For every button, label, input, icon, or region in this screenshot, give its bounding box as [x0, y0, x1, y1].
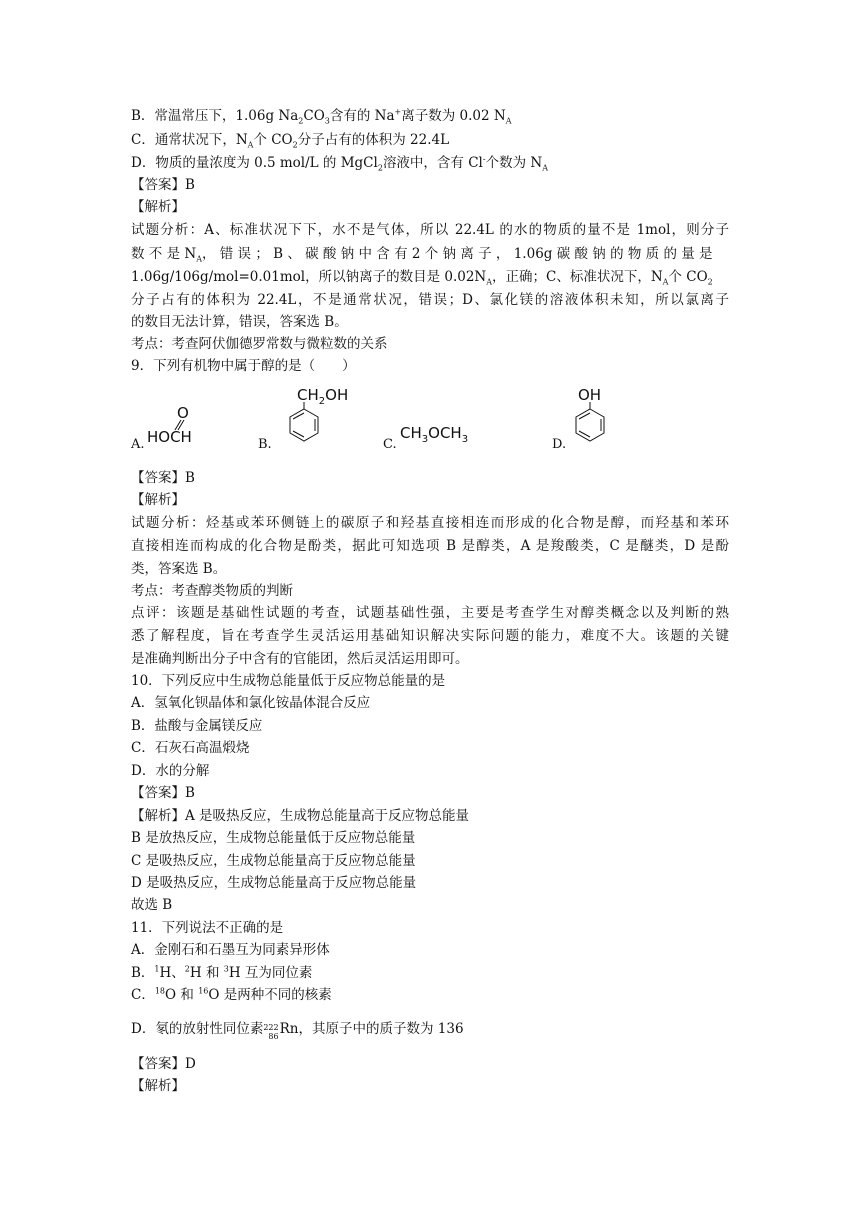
q9-analysis-line: 直接相连而构成的化合物是酚类，据此可知选项 B 是醇类，A 是羧酸类，C 是醚类，D 是酚	[131, 538, 729, 554]
q11-option-b: B．$^1$H、$^2$H 和 $^3$H 互为同位素	[131, 964, 313, 981]
q9-comment-line: 点评：该题是基础性试题的考查，试题基础性强，主要是考查学生对醇类概念以及判断的熟	[131, 605, 729, 621]
q9-option-d-label: D.	[552, 437, 567, 452]
q9-option-b-label: B.	[258, 437, 272, 452]
q10-analysis-line: 故选 B	[131, 897, 173, 913]
q10-option-b: B．盐酸与金属镁反应	[131, 718, 263, 734]
q8-option-b: B．常温常压下，1.06g $Na_2CO_3$含有的 Na+离子数为 0.02 $N_A$	[131, 107, 512, 126]
q9-point: 考点：考查醇类物质的判断	[131, 583, 293, 599]
q8-point: 考点：考查阿伏伽德罗常数与微粒数的关系	[131, 336, 388, 352]
q8-analysis-line: 数 不 是 $N_A$， 错 误 ； B 、 碳 酸 钠 中 含 有 2 个 钠 离 子 ， 1.06g 碳 酸 钠 的 物 质 的 量 是	[131, 246, 713, 264]
q9-option-b-benzene-ring	[284, 402, 324, 442]
q8-analysis-label: 【解析】	[131, 199, 185, 215]
q10-option-c: C．石灰石高温煅烧	[131, 740, 250, 756]
q9-answer: 【答案】B	[131, 470, 195, 486]
q10-analysis-line: C 是吸热反应，生成物总能量高于反应物总能量	[131, 853, 416, 869]
q10-analysis-line: 【解析】A 是吸热反应，生成物总能量高于反应物总能量	[131, 808, 470, 824]
q8-analysis-line: 的数目无法计算，错误，答案选 B。	[131, 314, 348, 330]
q10-answer: 【答案】B	[131, 785, 195, 801]
q9-analysis-label: 【解析】	[131, 492, 185, 508]
q9-option-c-label: C.	[383, 437, 397, 452]
q10-analysis-line: B 是放热反应，生成物总能量低于反应物总能量	[131, 830, 416, 846]
q9-comment-line: 悉了解程度，旨在考查学生灵活运用基础知识解决实际问题的能力，难度不大。该题的关键	[131, 628, 729, 644]
q11-analysis-label: 【解析】	[131, 1078, 185, 1094]
q9-option-d-formula: OH	[578, 386, 602, 404]
q9-analysis-line: 类，答案选 B。	[131, 561, 227, 577]
q9-option-c-formula: $CH_3OCH_3$	[400, 424, 469, 445]
q9-stem: 9．下列有机物中属于醇的是（ ）	[131, 358, 356, 374]
q11-option-c: C．$^{18}$O 和 $^{16}$O 是两种不同的核素	[131, 986, 332, 1003]
q8-option-d: D．物质的量浓度为 0.5 mol/L 的 MgCl$_2$溶液中，含有 Cl-个数为 $N_A$	[131, 154, 548, 173]
q8-analysis-line: 试题分析：A、标准状况下下，水不是气体，所以 22.4L 的水的物质的量不是 1mol，则分子	[131, 222, 729, 238]
q11-answer: 【答案】D	[131, 1056, 196, 1072]
q11-option-d: D．氡的放射性同位素 222 86 Rn，其原子中的质子数为 136	[131, 1021, 464, 1041]
q10-stem: 10．下列反应中生成物总能量低于反应物总能量的是	[131, 673, 446, 689]
q9-option-a-formula: HOCH	[147, 428, 192, 446]
q8-analysis-line: 1.06g/106g/mol=0.01mol，所以钠离子的数目是 $0.02N_A$，正确；C、标准状况下，$N_A$个 $CO_2$	[131, 269, 713, 287]
q9-option-b-formula: $CH_2OH$	[297, 386, 349, 407]
nuclide-notation: 222 86	[263, 1023, 279, 1041]
q8-option-c: C．通常状况下，$N_A$个 $CO_2$分子占有的体积为 22.4L	[131, 132, 450, 150]
q9-option-d-benzene-ring	[570, 402, 610, 442]
q10-option-a: A．氢氧化钡晶体和氯化铵晶体混合反应	[131, 695, 371, 711]
q9-analysis-line: 试题分析：烃基或苯环侧链上的碳原子和羟基直接相连而形成的化合物是醇，而羟基和苯环	[131, 515, 729, 531]
q9-option-a-oxygen: O	[177, 404, 189, 422]
q9-comment-line: 是准确判断出分子中含有的官能团，然后灵活运用即可。	[131, 651, 469, 667]
q11-option-a: A．金刚石和石墨互为同素异形体	[131, 942, 330, 958]
q11-stem: 11．下列说法不正确的是	[131, 920, 284, 936]
q8-analysis-line: 分子占有的体积为 22.4L，不是通常状况，错误；D、氯化镁的溶液体积未知，所以氯离子	[131, 292, 729, 308]
q10-option-d: D．水的分解	[131, 763, 210, 779]
q8-answer: 【答案】B	[131, 177, 195, 193]
q9-option-a-label: A.	[131, 437, 145, 452]
q9-option-a-double-bond	[170, 418, 190, 432]
q10-analysis-line: D 是吸热反应，生成物总能量高于反应物总能量	[131, 875, 417, 891]
